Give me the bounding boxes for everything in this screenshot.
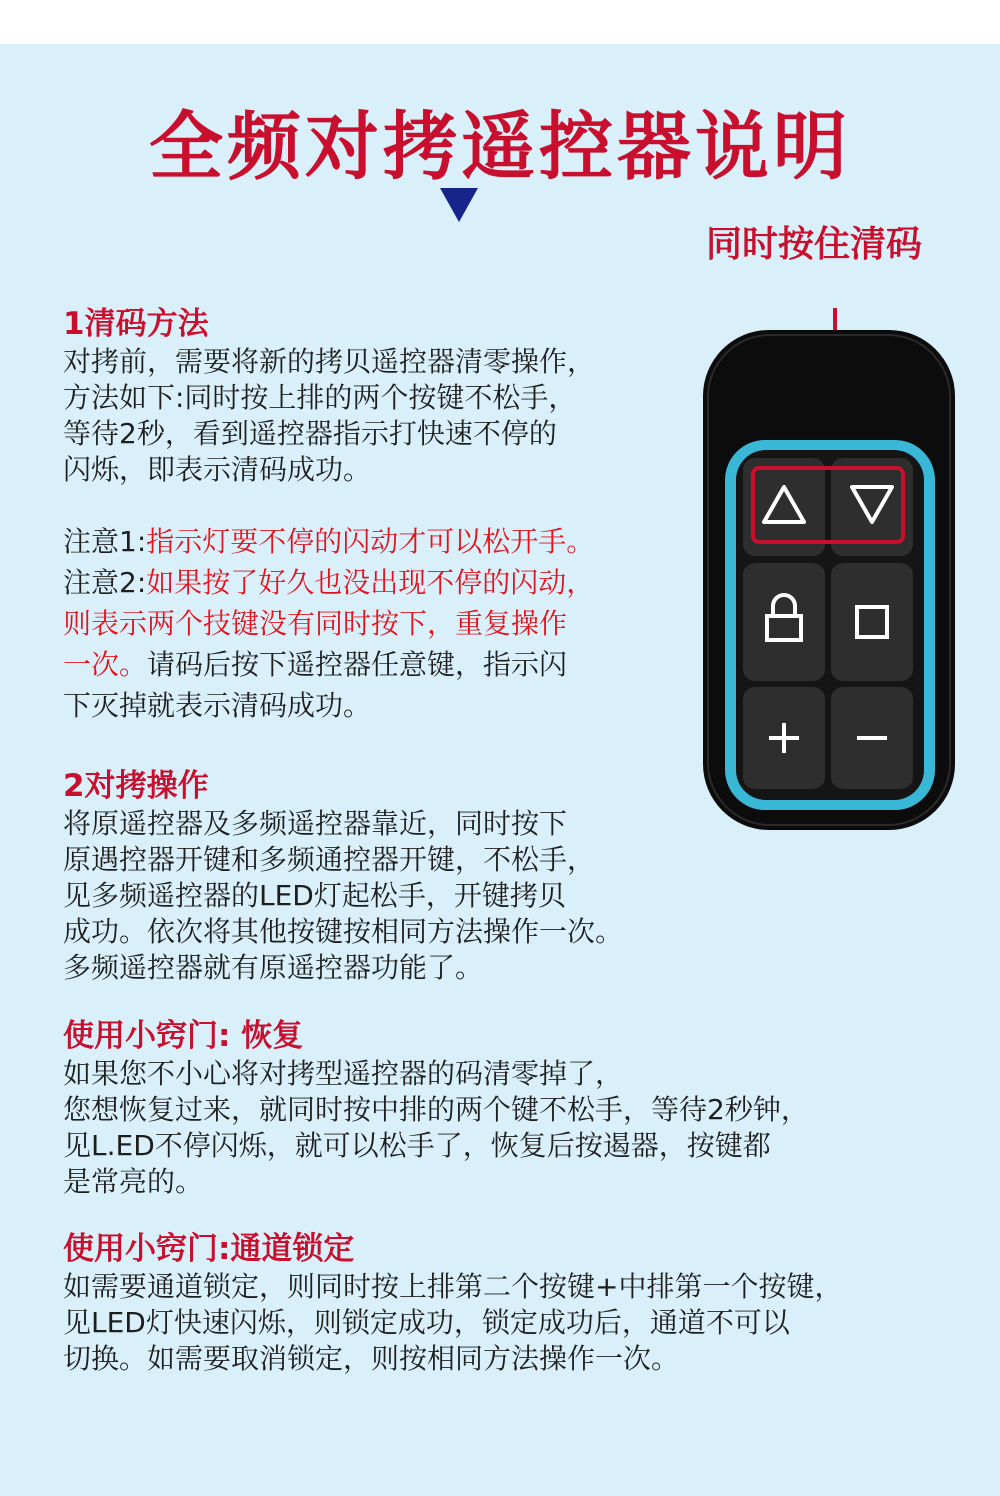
- remote-button-plus: [743, 687, 825, 789]
- section-line: 见LED灯快速闪烁，则锁定成功，锁定成功后，通道不可以: [63, 1306, 790, 1339]
- section-line: 对拷前，需要将新的拷贝遥控器清零操作，: [63, 345, 596, 378]
- note-warning: 如果按了好久也没出现不停的闪动，: [146, 566, 595, 599]
- remote-button-stop: [831, 563, 913, 681]
- section-line: 原遇控器开键和多频通控器开键，不松手，: [63, 843, 596, 876]
- down-arrow-icon: [440, 188, 478, 222]
- section-line: 方法如下:同时按上排的两个按键不松手，: [63, 381, 577, 414]
- section-line: 是常亮的。: [63, 1165, 204, 1198]
- section-heading: 使用小窍门: 恢复: [63, 1018, 304, 1054]
- section-channel-lock: [63, 1229, 842, 1377]
- section-copy: [63, 766, 623, 986]
- section-clear-code: [63, 304, 595, 488]
- remote-button-minus: [831, 687, 913, 789]
- section-line: 成功。依次将其他按键按相同方法操作一次。: [63, 915, 624, 948]
- remote-button-lock: [743, 563, 825, 681]
- note-text: 下灭掉就表示清码成功。: [63, 689, 372, 722]
- note-1: [63, 521, 594, 562]
- clear-code-callout: 同时按住清码: [706, 224, 923, 265]
- section-line: 多频遥控器就有原遥控器功能了。: [63, 951, 484, 984]
- note-warning: 一次。: [63, 648, 148, 681]
- section-restore: [63, 1016, 809, 1200]
- page-title: 全频对拷遥控器说明: [149, 104, 851, 190]
- note-label: 注意1:: [63, 525, 147, 558]
- note-line: [63, 644, 594, 685]
- section-line: 等待2秒，看到遥控器指示打快速不停的: [63, 417, 557, 450]
- note-warning: 指示灯要不停的闪动才可以松开手。: [146, 525, 595, 558]
- section-line: 您想恢复过来，就同时按中排的两个键不松手，等待2秒钟，: [63, 1093, 809, 1126]
- note-warning: 则表示两个技键没有同时按下，重复操作: [63, 607, 568, 640]
- note-text: 请码后按下遥控器任意键，指示闪: [147, 648, 568, 681]
- section-heading: 1清码方法: [63, 306, 209, 342]
- section-heading: 2对拷操作: [63, 768, 209, 804]
- section-line: 如果您不小心将对拷型遥控器的码清零掉了，: [63, 1057, 624, 1090]
- section-line: 见L.ED不停闪烁，就可以松手了，恢复后按遏器，按键都: [63, 1129, 771, 1162]
- section-line: 闪烁，即表示清码成功。: [63, 453, 372, 486]
- remote-control-illustration: [700, 282, 962, 832]
- section-notes: [63, 521, 594, 726]
- section-line: 见多频遥控器的LED灯起松手，开键拷贝: [63, 879, 566, 912]
- section-line: 将原遥控器及多频遥控器靠近，同时按下: [63, 807, 568, 840]
- section-line: 如需要通道锁定，则同时按上排第二个按键+中排第一个按键，: [63, 1270, 843, 1303]
- note-label: 注意2:: [63, 566, 147, 599]
- section-heading: 使用小窍门:通道锁定: [63, 1231, 355, 1267]
- note-2: [63, 562, 594, 603]
- section-line: 切换。如需要取消锁定，则按相同方法操作一次。: [63, 1342, 680, 1375]
